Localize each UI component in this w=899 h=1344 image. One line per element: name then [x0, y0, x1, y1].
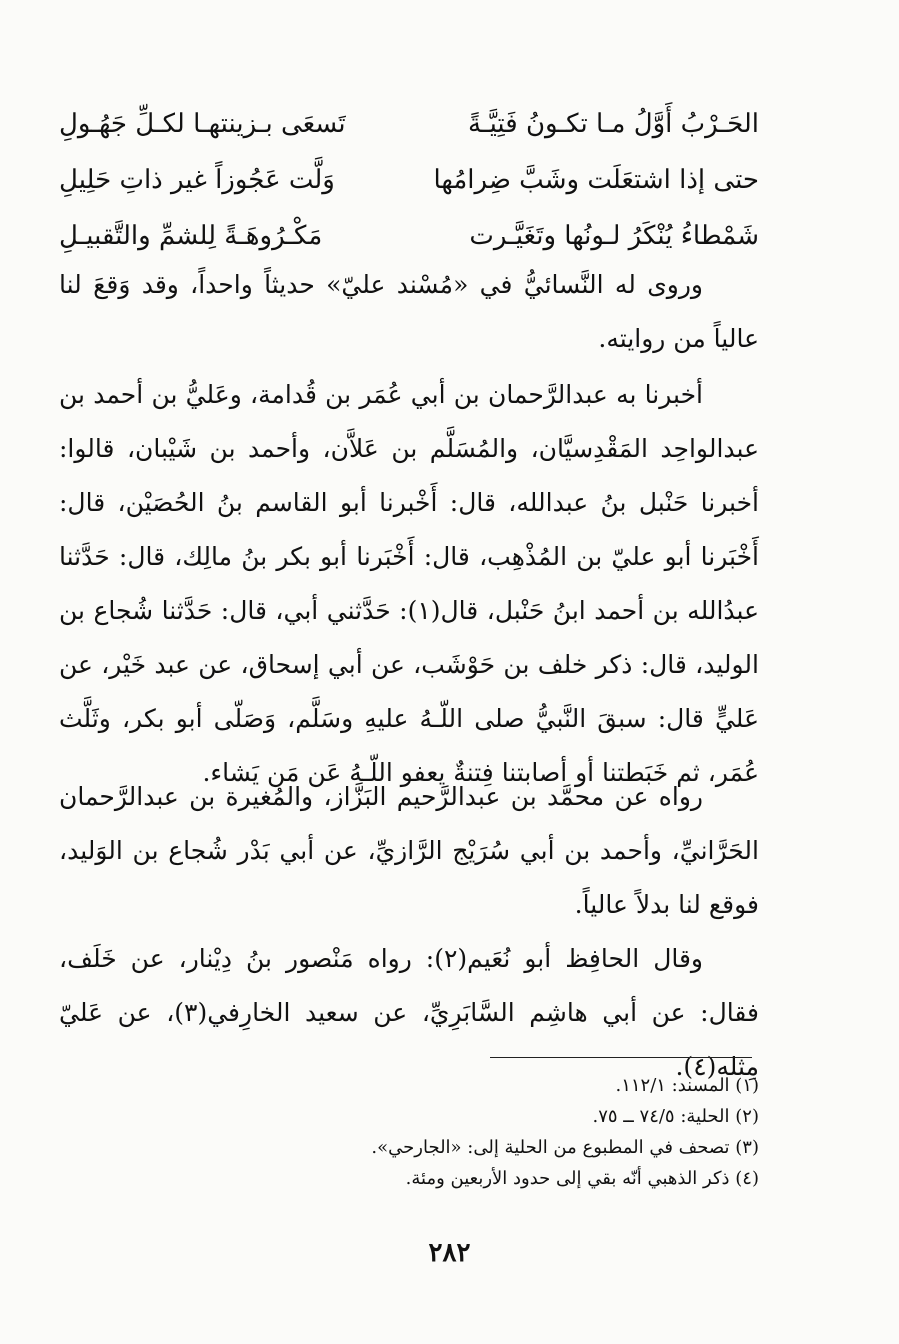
- verse-line: [59, 208, 759, 264]
- verse-second-hemistich: وَلَّت عَجُوزاً غير ذاتِ حَلِيلِ: [59, 165, 335, 195]
- verse-first-hemistich: الحَـرْبُ أَوَّلُ مـا تكـونُ فَتِيَّـةً: [468, 109, 759, 139]
- poem-verses: [59, 96, 759, 264]
- paragraph-text: وقال الحافِظ أبو نُعَيم(٢): رواه مَنْصور بنُ دِيْنار، عن خَلَف، فقال: عن أبي هاشِم السَّابَرِيِّ، عن سعيد الخارِفي(٣)، عن عَليّ مِثله(٤).: [59, 944, 759, 1081]
- verse-first-hemistich: حتى إذا اشتعَلَت وشَبَّ ضِرامُها: [433, 165, 759, 195]
- footnote: (٣) تصحف في المطبوع من الحلية إلى: «الجارحي».: [371, 1137, 759, 1158]
- verse-line: [59, 152, 759, 208]
- verse-second-hemistich: تَسعَى بـزينتهـا لكـلِّ جَهُـولِ: [59, 109, 346, 139]
- paragraph: [59, 770, 759, 932]
- paragraph-text: أخبرنا به عبدالرَّحمان بن أبي عُمَر بن قُدامة، وعَليُّ بن أحمد بن عبدالواحِد المَقْدِسيَّان، والمُسَلَّم بن عَلاَّن، وأحمد بن شَيْبان، قالوا: أخبرنا حَنْبل بنُ عبدالله، قال: أَخْبرنا أبو القاسم بنُ الحُصَيْن، قال: أَخْبَرنا أبو عليّ بن المُذْهِب، قال: أَخْبَرنا أبو بكر بنُ مالِك، قال: حَدَّثنا عبدُالله بن أحمد ابنُ حَنْبل، قال(١): حَدَّثني أبي، قال: حَدَّثنا شُجاع بن الوليد، قال: ذكر خلف بن حَوْشَب، عن أبي إسحاق، عن عبد خَيْر، عن عَليٍّ قال: سبقَ النَّبيُّ صلى اللّـهُ عليهِ وسَلَّم، وَصَلّى أبو بكر، وثَلَّث عُمَر، ثم خَبَطتنا أو أصابتنا فِتنةٌ يعفو اللّـهُ عَن مَن يَشاء.: [59, 380, 759, 787]
- footnote: (١) المسند: ١١٢/١.: [615, 1075, 759, 1096]
- footnote-separator: [490, 1057, 752, 1058]
- paragraph-text: وروى له النَّسائيُّ في «مُسْند عليّ» حديثاً واحداً، وقد وَقعَ لنا عالياً من روايته.: [59, 270, 759, 353]
- verse-line: [59, 96, 759, 152]
- footnotes: [59, 1070, 759, 1194]
- paragraph: [59, 368, 759, 800]
- footnote: (٤) ذكر الذهبي أنّه بقي إلى حدود الأربعين ومئة.: [405, 1168, 759, 1189]
- verse-second-hemistich: مَكْـرُوهَـةً لِلشمِّ والتَّقبيـلِ: [59, 221, 323, 251]
- paragraph: [59, 258, 759, 366]
- page-number: ٢٨٢: [428, 1238, 471, 1268]
- paragraph-text: رواه عن محمَّد بن عبدالرَّحيم البَزَّاز، والمُغيرة بن عبدالرَّحمان الحَرَّانيِّ، وأحمد بن أبي سُرَيْج الرَّازيِّ، عن أبي بَدْر شُجاع بن الوَليد، فوقع لنا بدلاً عالياً.: [59, 782, 759, 919]
- verse-first-hemistich: شَمْطاءُ يُنْكَرُ لـونُها وتَغَيَّـرت: [469, 221, 759, 251]
- footnote: (٢) الحلية: ٧٤/٥ ــ ٧٥.: [592, 1106, 759, 1127]
